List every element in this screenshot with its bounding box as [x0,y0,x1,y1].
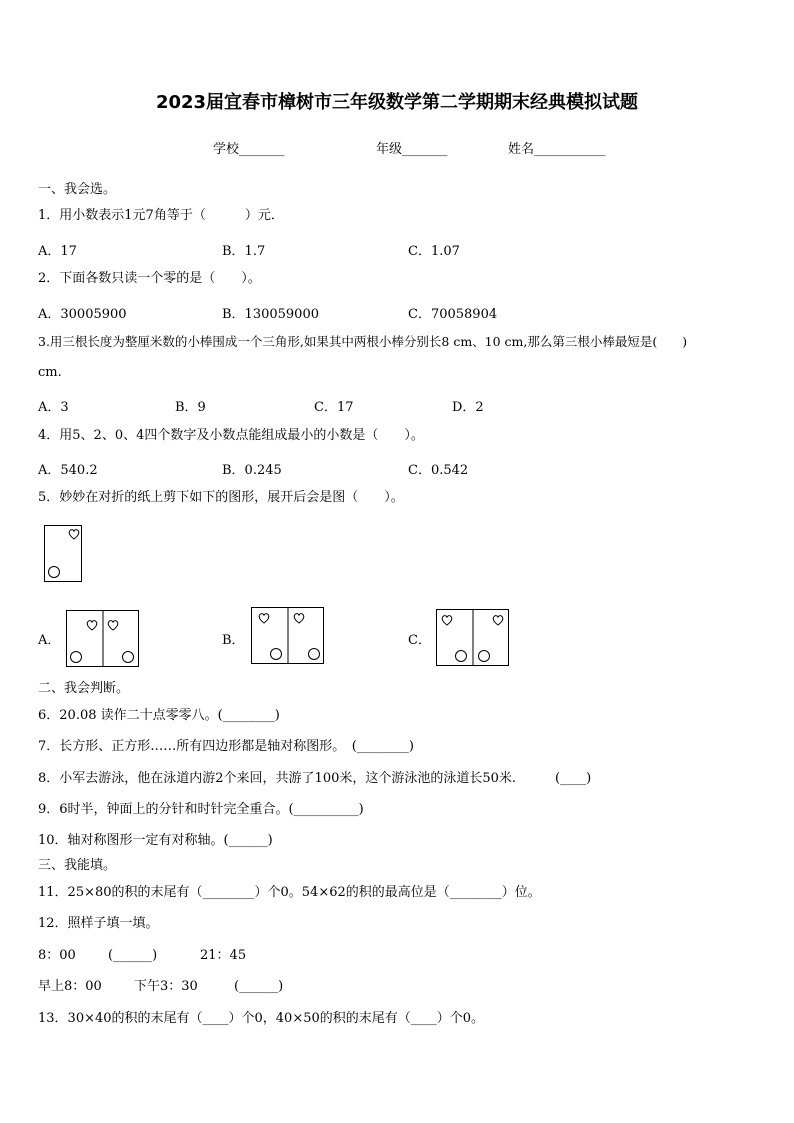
heart-icon [69,530,79,539]
option-c-figure [436,609,512,667]
q12-example-blank: (______) [108,948,158,963]
q1-option-a: A．17 [38,244,77,259]
question-2: 2．下面各数只读一个零的是（ ）。 [38,271,261,286]
q3-option-c: C．17 [314,400,354,415]
section-heading-2: 二、我会判断。 [38,681,130,696]
folded-paper-figure [44,525,84,583]
circle-icon [49,567,60,578]
name-field: 姓名___________ [508,142,606,157]
question-4: 4．用5、2、0、4四个数字及小数点能组成最小的小数是（ ）。 [38,428,424,443]
q3-option-a: A．3 [38,400,69,415]
page-title: 2023届宜春市樟树市三年级数学第二学期期末经典模拟试题 [155,92,639,113]
question-7: 7．长方形、正方形……所有四边形都是轴对称图形。 (________) [38,739,414,754]
question-12: 12．照样子填一填。 [38,916,159,931]
option-a-figure [66,610,142,668]
section-heading-3: 三、我能填。 [38,858,117,873]
q3-option-b: B．9 [175,400,206,415]
q1-option-b: B．1.7 [222,244,266,259]
q2-option-a: A．30005900 [38,307,127,322]
question-13: 13．30×40的积的末尾有（____）个0，40×50的积的末尾有（____）个0。 [38,1011,485,1026]
question-6: 6．20.08 读作二十点零零八。(________) [38,708,280,723]
q4-option-a: A．540.2 [38,463,98,478]
q5-option-c: C． [408,633,431,648]
school-field: 学校_______ [213,142,285,157]
question-10: 10．轴对称图形一定有对称轴。(______) [38,833,273,848]
section-heading-1: 一、我会选。 [38,182,117,197]
q5-option-a: A． [38,633,61,648]
q12-example-time: 8：00 [38,948,76,963]
q12-row2-afternoon: 下午3：30 [134,979,198,994]
q2-option-b: B．130059000 [222,307,319,322]
q1-option-c: C．1.07 [408,244,460,259]
question-8: 8．小军去游泳，他在泳道内游2个来回，共游了100米，这个游泳池的泳道长50米. (____) [38,771,592,786]
option-b-figure [251,607,327,665]
q12-row2-time: 早上8：00 [38,979,102,994]
q2-option-c: C．70058904 [408,307,498,322]
grade-field: 年级_______ [376,142,448,157]
q12-row2-blank: (______) [234,979,284,994]
question-11: 11．25×80的积的末尾有（________）个0。54×62的积的最高位是（________）位。 [38,885,541,900]
question-1: 1．用小数表示1元7角等于（ ）元． [38,208,284,223]
q5-option-b: B． [222,633,245,648]
question-3-unit: cm. [38,365,62,380]
q3-option-d: D．2 [452,400,484,415]
q4-option-c: C．0.542 [408,463,469,478]
q12-example-24h: 21：45 [200,948,247,963]
question-3: 3.用三根长度为整厘米数的小棒围成一个三角形,如果其中两根小棒分别长8 cm、10 cm,那么第三根小棒最短是( ) [38,334,688,349]
question-9: 9．6时半，钟面上的分针和时针完全重合。(__________) [38,802,364,817]
question-5: 5．妙妙在对折的纸上剪下如下的图形，展开后会是图（ ）。 [38,490,404,505]
q4-option-b: B．0.245 [222,463,282,478]
